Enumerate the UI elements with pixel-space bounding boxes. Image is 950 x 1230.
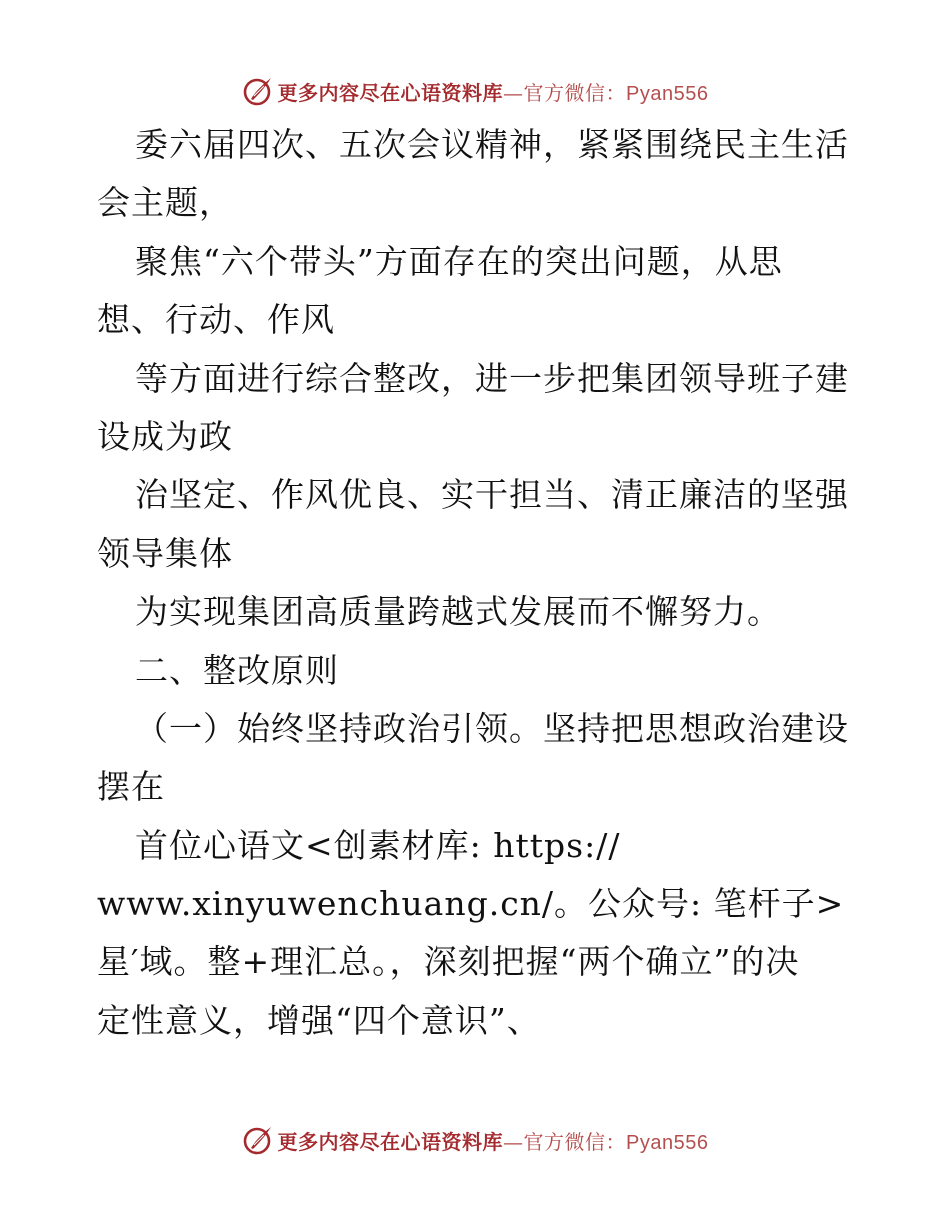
text-line: 星′域。整+理汇总。，深刻把握“两个确立”的决 <box>97 942 800 982</box>
watermark-banner-bottom <box>0 1120 950 1160</box>
text-line: 等方面进行综合整改，进一步把集团领导班子建 <box>135 358 849 398</box>
text-line: 设成为政 <box>97 416 233 456</box>
text-line: 首位心语文<创素材库: https:// <box>135 825 621 865</box>
text-line: 治坚定、作风优良、实干担当、清正廉洁的坚强 <box>135 475 849 515</box>
quill-logo-icon <box>242 1124 274 1156</box>
text-line: 聚焦“六个带头”方面存在的突出问题，从思 <box>135 241 783 281</box>
watermark-text: 更多内容尽在心语资料库—官方微信：Pyan556 <box>277 1129 709 1154</box>
text-line: 定性意义，增强“四个意识”、 <box>97 1000 541 1040</box>
quill-logo-icon <box>242 75 274 107</box>
watermark-banner-top <box>0 71 950 111</box>
text-line: 委六届四次、五次会议精神，紧紧围绕民主生活 <box>135 125 849 164</box>
text-line: （一）始终坚持政治引领。坚持把思想政治建设 <box>135 708 849 748</box>
text-line: 为实现集团高质量跨越式发展而不懈努力。 <box>135 592 781 632</box>
watermark-text: 更多内容尽在心语资料库—官方微信：Pyan556 <box>277 80 709 105</box>
text-line: www.xinyuwenchuang.cn/。公众号: 笔杆子> <box>97 884 845 924</box>
text-line: 想、行动、作风 <box>97 300 335 340</box>
text-line: 摆在 <box>97 767 165 807</box>
text-line: 领导集体 <box>97 533 233 573</box>
text-line: 会主题， <box>97 183 233 223</box>
document-body <box>97 116 877 1050</box>
section-heading: 二、整改原则 <box>135 650 339 690</box>
